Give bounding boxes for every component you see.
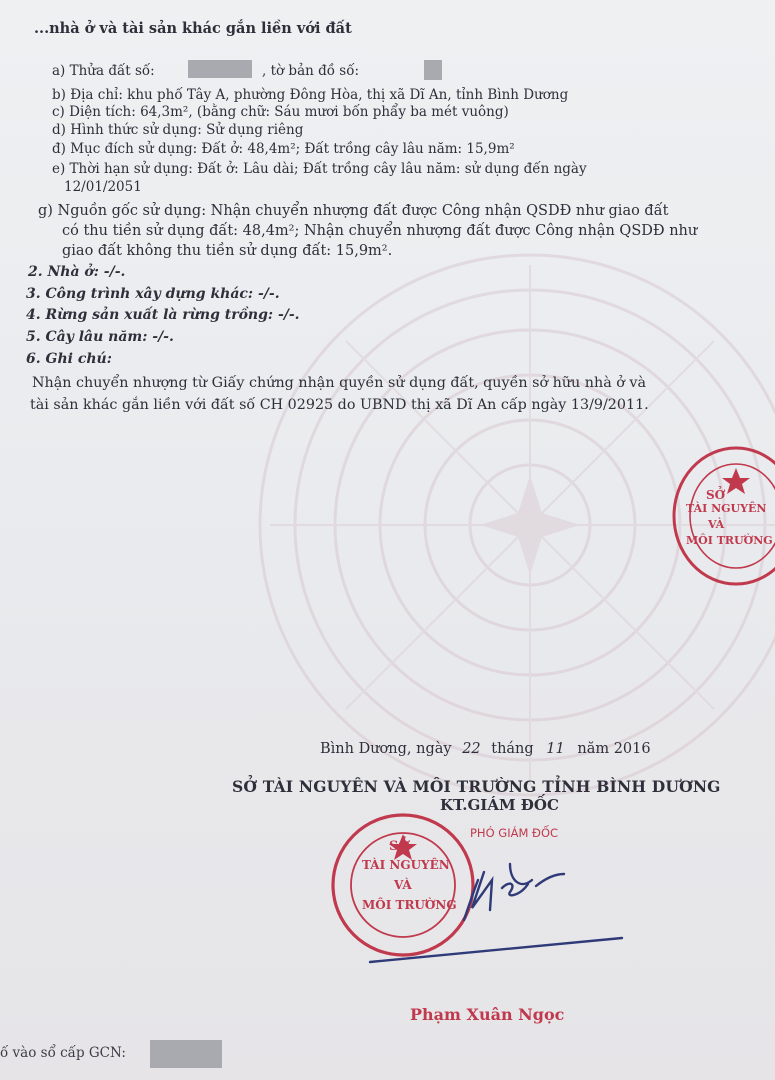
redacted-registry-number	[150, 1040, 222, 1068]
origin-line-1: g) Nguồn gốc sử dụng: Nhận chuyển nhượng đất được Công nhận QSDĐ như giao đất	[38, 203, 669, 219]
forest-section: 4. Rừng sản xuất là rừng trồng: -/-.	[26, 307, 300, 323]
trees-section: 5. Cây lâu năm: -/-.	[26, 329, 174, 345]
redacted-map-sheet	[424, 60, 442, 80]
usage-term-line: e) Thời hạn sử dụng: Đất ở: Lâu dài; Đất trồng cây lâu năm: sử dụng đến ngày	[52, 161, 587, 177]
usage-form-line: d) Hình thức sử dụng: Sử dụng riêng	[52, 122, 304, 138]
construction-section: 3. Công trình xây dựng khác: -/-.	[26, 286, 280, 302]
map-sheet-label: , tờ bản đồ số:	[262, 63, 360, 79]
parcel-number-label: a) Thửa đất số:	[52, 63, 155, 79]
section-title: ...nhà ở và tài sản khác gắn liền với đất	[34, 20, 352, 37]
stamp-top-line-1: SỞ	[706, 488, 726, 502]
origin-line-2: có thu tiền sử dụng đất: 48,4m²; Nhận chuyển nhượng đất được Công nhận QSDĐ như	[62, 223, 698, 239]
seal-line-3: VÀ	[394, 878, 412, 892]
seal-line-1: SỞ	[389, 839, 410, 854]
stamp-top-line-3: VÀ	[708, 518, 725, 531]
signing-day: 22	[462, 741, 481, 757]
house-section: 2. Nhà ở: -/-.	[28, 264, 126, 280]
director-title: KT.GIÁM ĐỐC	[440, 796, 559, 814]
seal-line-4: MÔI TRƯỜNG	[362, 898, 457, 912]
deputy-title: PHÓ GIÁM ĐỐC	[470, 826, 559, 840]
notes-label: 6. Ghi chú:	[26, 351, 112, 367]
signing-month: 11	[546, 741, 565, 757]
stamp-top-line-2: TÀI NGUYÊN	[686, 502, 767, 515]
usage-term-date: 12/01/2051	[64, 179, 142, 195]
notes-line-2: tài sản khác gắn liền với đất số CH 02925 do UBND thị xã Dĩ An cấp ngày 13/9/2011.	[30, 397, 649, 413]
signing-place-date	[320, 740, 651, 758]
month-label: tháng	[491, 741, 534, 757]
origin-line-3: giao đất không thu tiền sử dụng đất: 15,9m².	[62, 243, 393, 259]
notes-line-1: Nhận chuyển nhượng từ Giấy chứng nhận quyền sử dụng đất, quyền sở hữu nhà ở và	[32, 375, 647, 391]
seal-line-2: TÀI NGUYÊN	[362, 858, 450, 872]
year-label: năm 2016	[577, 741, 651, 757]
registry-label: ố vào sổ cấp GCN:	[0, 1045, 126, 1061]
usage-purpose-line: đ) Mục đích sử dụng: Đất ở: 48,4m²; Đất trồng cây lâu năm: 15,9m²	[52, 141, 515, 157]
place-date-prefix: Bình Dương, ngày	[320, 741, 452, 757]
signer-name: Phạm Xuân Ngọc	[410, 1005, 565, 1024]
stamp-top-line-4: MÔI TRƯỜNG	[686, 534, 773, 547]
issuing-organization: SỞ TÀI NGUYÊN VÀ MÔI TRƯỜNG TỈNH BÌNH DƯƠNG	[232, 777, 721, 796]
address-line: b) Địa chỉ: khu phố Tây A, phường Đông Hòa, thị xã Dĩ An, tỉnh Bình Dương	[52, 87, 569, 103]
handwritten-signature-icon	[360, 850, 660, 970]
area-line: c) Diện tích: 64,3m², (bằng chữ: Sáu mươi bốn phẩy ba mét vuông)	[52, 104, 509, 120]
redacted-parcel-number	[188, 60, 252, 78]
